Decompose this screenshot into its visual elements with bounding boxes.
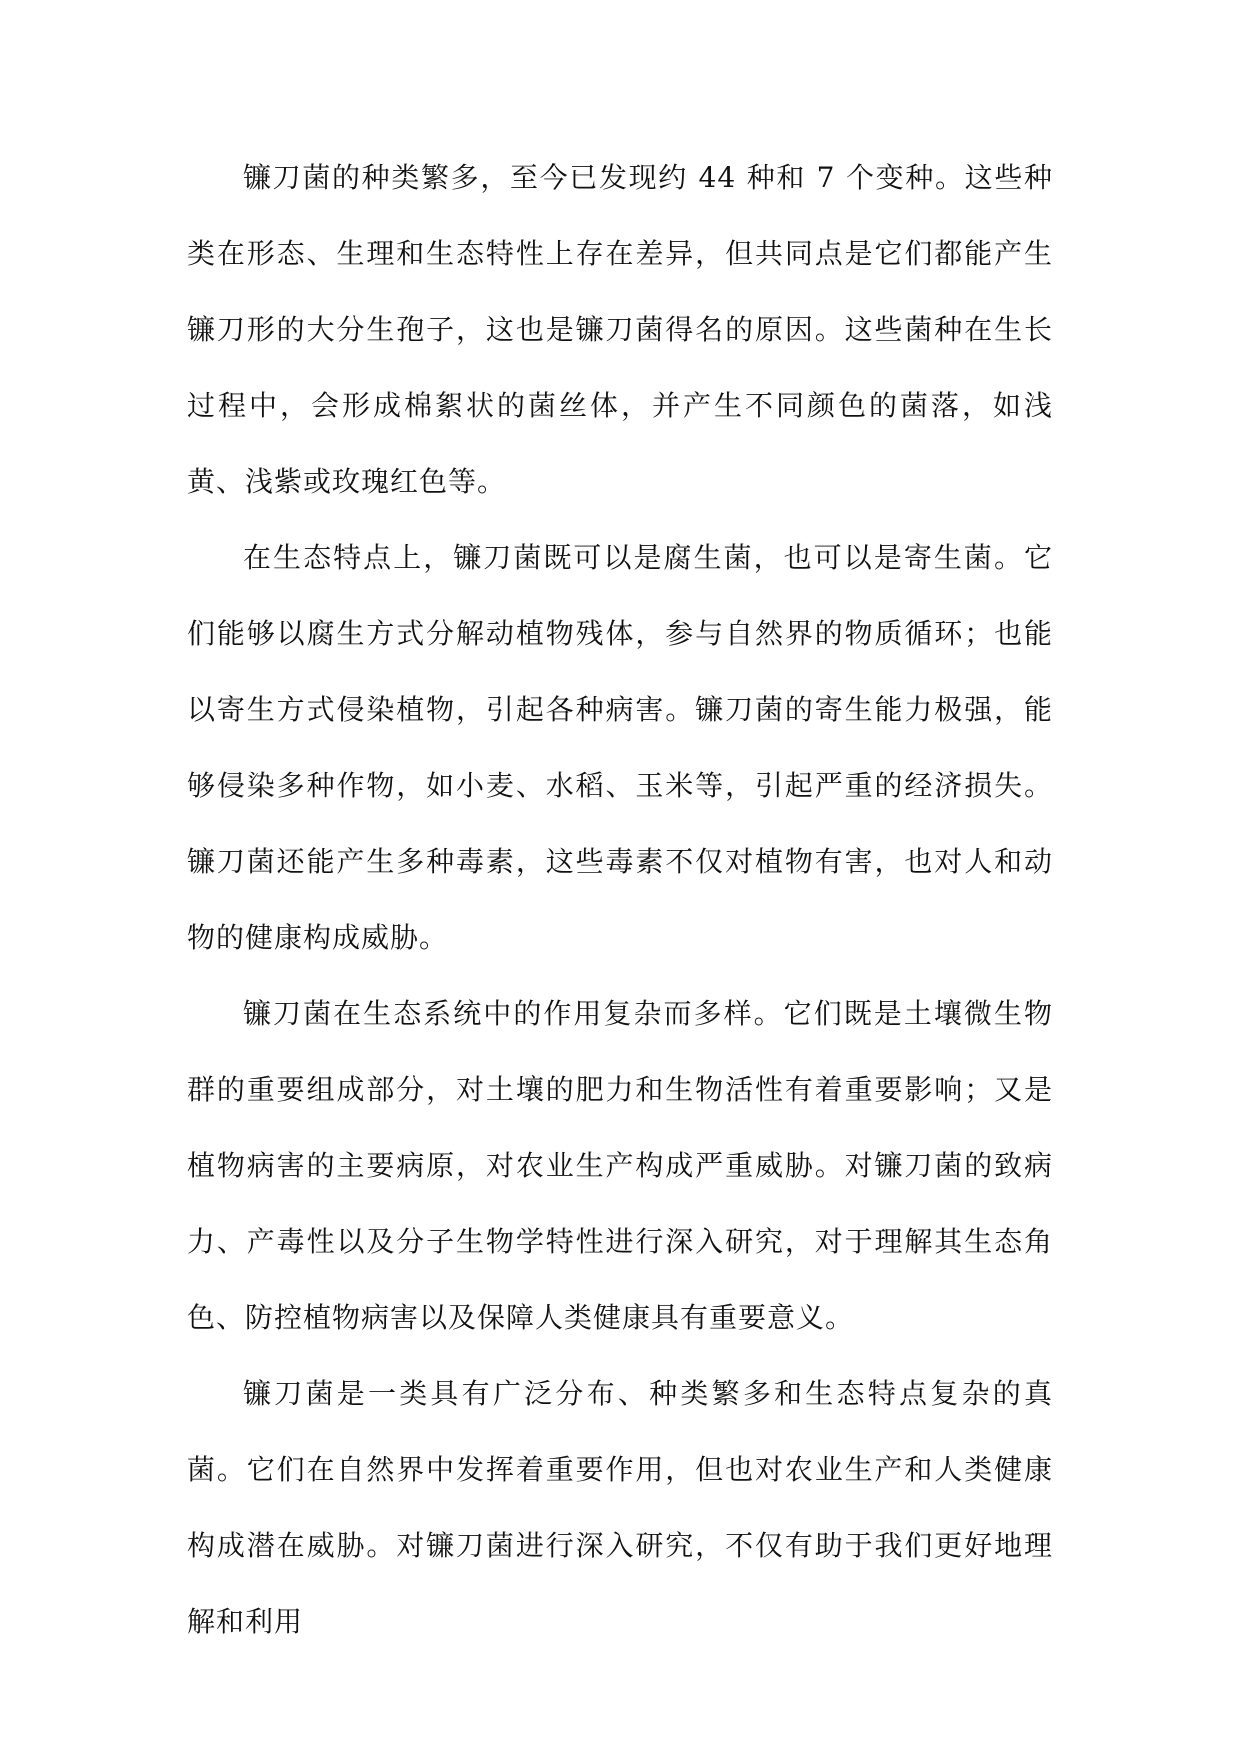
paragraph-summary: 镰刀菌是一类具有广泛分布、种类繁多和生态特点复杂的真菌。它们在自然界中发挥着重要作用，但也对农业生产和人类健康构成潜在威胁。对镰刀菌进行深入研究，不仅有助于我们更好地理解和利用 bbox=[187, 1377, 1053, 1638]
paragraph-ecology: 在生态特点上，镰刀菌既可以是腐生菌，也可以是寄生菌。它们能够以腐生方式分解动植物残体，参与自然界的物质循环；也能以寄生方式侵染植物，引起各种病害。镰刀菌的寄生能力极强，能够侵染多种作物，如小麦、水稻、玉米等，引起严重的经济损失。镰刀菌还能产生多种毒素，这些毒素不仅对植物有害，也对人和动物的健康构成威胁。 bbox=[187, 541, 1053, 954]
paragraph-ecosystem-role: 镰刀菌在生态系统中的作用复杂而多样。它们既是土壤微生物群的重要组成部分，对土壤的肥力和生物活性有着重要影响；又是植物病害的主要病原，对农业生产构成严重威胁。对镰刀菌的致病力、产毒性以及分子生物学特性进行深入研究，对于理解其生态角色、防控植物病害以及保障人类健康具有重要意义。 bbox=[187, 997, 1053, 1334]
paragraph-species: 镰刀菌的种类繁多，至今已发现约 44 种和 7 个变种。这些种类在形态、生理和生态特性上存在差异，但共同点是它们都能产生镰刀形的大分生孢子，这也是镰刀菌得名的原因。这些菌种在生长过程中，会形成棉絮状的菌丝体，并产生不同颜色的菌落，如浅黄、浅紫或玫瑰红色等。 bbox=[187, 161, 1053, 498]
document-body bbox=[187, 140, 1053, 1660]
